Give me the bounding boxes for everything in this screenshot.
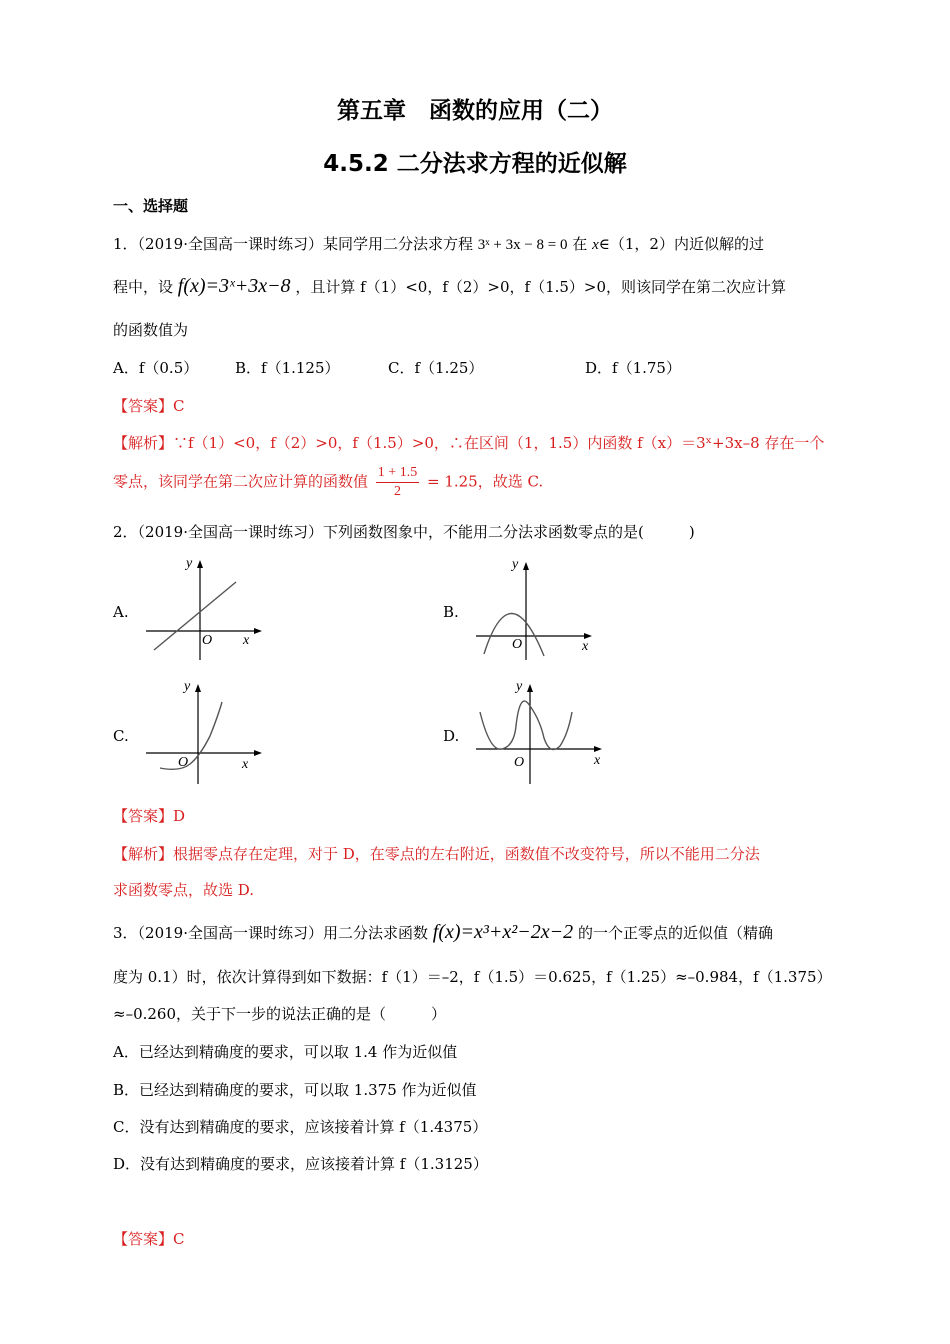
- q1-option-a: A．f（0.5）: [113, 359, 199, 377]
- q3-option-d: D．没有达到精确度的要求，应该接着计算 f（1.3125）: [113, 1155, 488, 1173]
- fraction-numerator: 1 + 1.5: [376, 464, 419, 483]
- origin-label: O: [178, 755, 189, 770]
- q3-line1: [113, 922, 773, 943]
- q2-stem: 2．（2019·全国高一课时练习）下列函数图象中，不能用二分法求函数零点的是( ): [113, 523, 695, 541]
- q1-line1-mid: 在: [572, 235, 588, 253]
- q2-analysis-line1: 【解析】根据零点存在定理，对于 D，在零点的左右附近，函数值不改变符号，所以不能用二分法: [113, 845, 760, 863]
- x-label: x: [582, 639, 589, 654]
- y-label: y: [516, 679, 523, 694]
- y-label: y: [186, 556, 193, 571]
- x-label: x: [594, 753, 601, 768]
- graph-b: [470, 552, 600, 664]
- y-label: y: [512, 557, 519, 572]
- section-title: 4.5.2 二分法求方程的近似解: [323, 151, 627, 177]
- q1-line2-prefix: 程中，设: [113, 278, 174, 296]
- q1-fraction: [376, 464, 419, 501]
- q2-answer: 【答案】D: [113, 807, 186, 825]
- fraction-denominator: 2: [394, 484, 401, 499]
- x-axis-arrow-icon: [254, 750, 262, 756]
- curve-line: [154, 582, 236, 650]
- q3-function: f(x)=x³+x²−2x−2: [432, 921, 574, 943]
- q3-line1-suffix: 的一个正零点的近似值（精确: [577, 924, 773, 942]
- x-axis-arrow-icon: [594, 746, 602, 752]
- curve-w: [480, 701, 572, 749]
- y-axis-arrow-icon: [527, 684, 533, 692]
- q1-line1-suffix: ∈（1，2）内近似解的过: [598, 235, 764, 253]
- q1-option-d: D．f（1.75）: [585, 359, 681, 377]
- x-label: x: [242, 757, 249, 772]
- chapter-title: 第五章 函数的应用（二）: [337, 98, 613, 124]
- origin-label: O: [512, 637, 523, 652]
- x-axis-arrow-icon: [254, 628, 262, 634]
- q1-line1-prefix: 1．（2019·全国高一课时练习）某同学用二分法求方程: [113, 235, 473, 253]
- curve-cubic: [160, 702, 222, 769]
- q1-line3: 的函数值为: [113, 321, 189, 339]
- q3-answer: 【答案】C: [113, 1230, 185, 1248]
- origin-label: O: [514, 755, 525, 770]
- q1-analysis-line1: 【解析】∵f（1）<0，f（2）>0，f（1.5）>0，∴在区间（1，1.5）内函数 f（x）＝3ˣ+3x–8 存在一个: [113, 434, 825, 452]
- y-axis-arrow-icon: [195, 684, 201, 692]
- q3-option-c: C．没有达到精确度的要求，应该接着计算 f（1.4375）: [113, 1118, 488, 1136]
- q3-line3: ≈–0.260，关于下一步的说法正确的是（ ）: [113, 1005, 447, 1023]
- y-axis-arrow-icon: [523, 562, 529, 570]
- q1-option-c: C．f（1.25）: [388, 359, 484, 377]
- y-label: y: [184, 679, 191, 694]
- q1-var: x: [592, 237, 599, 253]
- q1-line2-suffix: ，且计算 f（1）<0，f（2）>0，f（1.5）>0，则该同学在第二次应计算: [295, 278, 787, 296]
- q1-option-b: B．f（1.125）: [235, 359, 340, 377]
- x-label: x: [243, 633, 250, 648]
- q1-analysis-suffix: = 1.25，故选 C.: [426, 472, 544, 491]
- q2-label-b: B.: [443, 603, 459, 621]
- q1-equation: 3ˣ + 3x − 8 = 0: [477, 237, 568, 253]
- section-label: 一、选择题: [113, 197, 189, 215]
- q2-label-c: C.: [113, 727, 129, 745]
- q2-analysis-line2: 求函数零点，故选 D.: [113, 881, 255, 899]
- q1-analysis-line2: [113, 464, 543, 501]
- q1-function: f(x)=3ˣ+3x−8: [177, 275, 291, 297]
- q1-analysis-prefix: 零点，该同学在第二次应计算的函数值: [113, 472, 369, 491]
- q3-line1-prefix: 3．（2019·全国高一课时练习）用二分法求函数: [113, 924, 428, 942]
- q3-option-b: B．已经达到精确度的要求，可以取 1.375 作为近似值: [113, 1081, 477, 1099]
- q2-label-a: A.: [113, 603, 129, 621]
- q1-line1: [113, 234, 764, 255]
- graph-d: [470, 676, 610, 788]
- q1-answer: 【答案】C: [113, 397, 185, 415]
- origin-label: O: [202, 633, 213, 648]
- graph-a: [140, 552, 270, 664]
- q1-line2: [113, 276, 786, 297]
- q2-label-d: D.: [443, 727, 460, 745]
- q3-line2: 度为 0.1）时，依次计算得到如下数据：f（1）＝–2，f（1.5）＝0.625，f（1.25）≈–0.984，f（1.375）: [113, 968, 832, 986]
- q3-option-a: A．已经达到精确度的要求，可以取 1.4 作为近似值: [113, 1043, 458, 1061]
- y-axis-arrow-icon: [197, 560, 203, 568]
- graph-c: [140, 676, 270, 788]
